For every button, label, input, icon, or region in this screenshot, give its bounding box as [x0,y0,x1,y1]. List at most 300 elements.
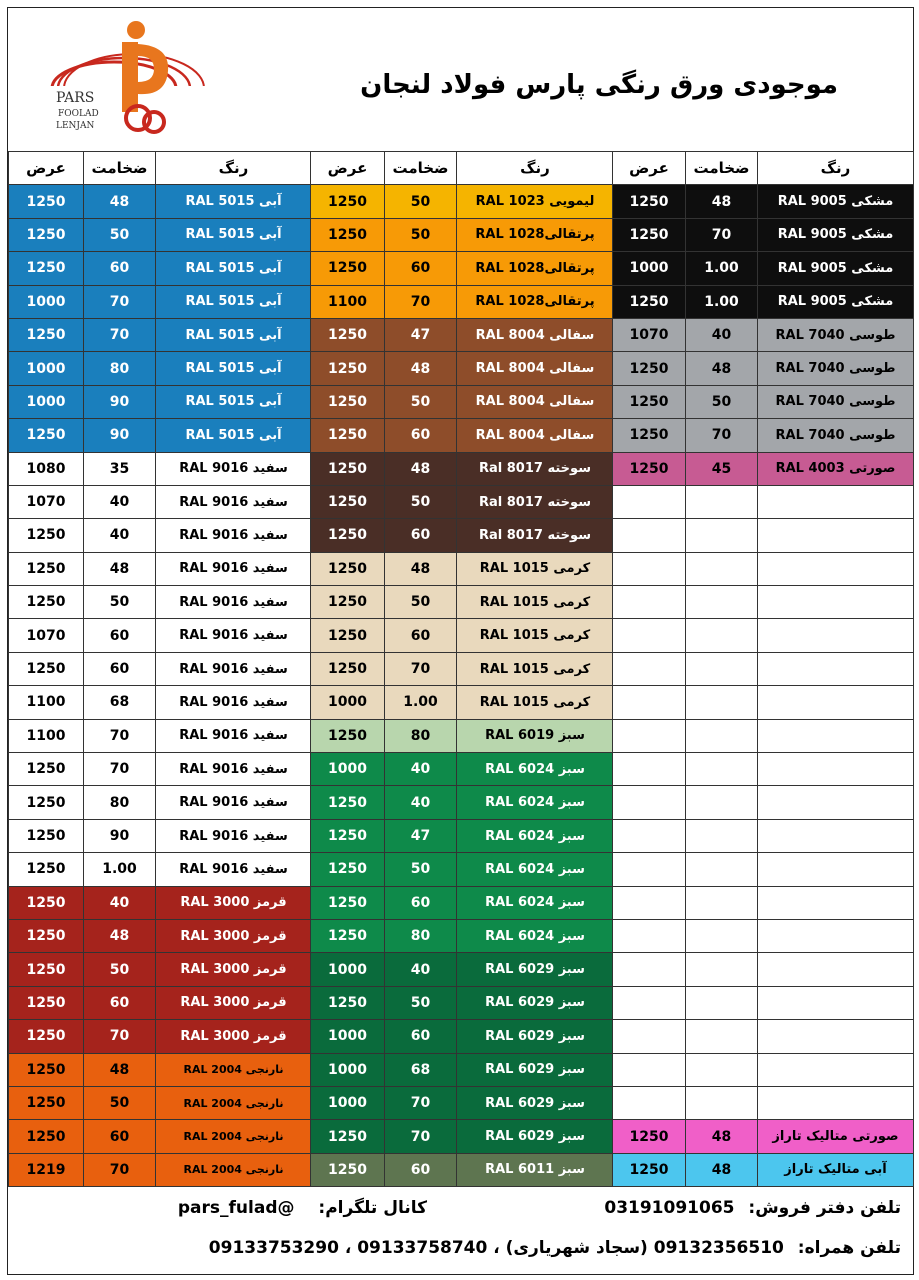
cell-color-name [758,519,914,552]
table-row [9,1053,312,1086]
table-row [613,552,914,585]
cell-color-name: آبی RAL 5015 [156,318,312,351]
table-row [311,352,614,385]
cell-width [613,886,686,919]
table-row [311,1020,614,1053]
cell-color-name: سفالی RAL 8004 [457,352,614,385]
cell-width: 1250 [9,786,84,819]
cell-color-name: مشکی RAL 9005 [758,218,914,251]
cell-thickness [686,586,758,619]
logo-text-pars: PARS [56,90,95,106]
cell-thickness: 40 [84,519,156,552]
cell-width: 1250 [311,185,385,218]
header-thickness: ضخامت [84,152,156,185]
cell-color-name [758,753,914,786]
cell-color-name [758,1020,914,1053]
cell-thickness [686,986,758,1019]
table-row [613,485,914,518]
stock-table-3 [612,151,914,1187]
cell-thickness: 60 [385,252,457,285]
table-row [613,252,914,285]
cell-width: 1250 [9,218,84,251]
cell-color-name: سبز RAL 6024 [457,786,614,819]
cell-width: 1250 [9,185,84,218]
cell-thickness: 60 [385,619,457,652]
table-row [9,385,312,418]
cell-width: 1000 [311,1020,385,1053]
cell-color-name: سبز RAL 6019 [457,719,614,752]
cell-color-name: مشکی RAL 9005 [758,285,914,318]
cell-thickness [686,519,758,552]
table-row [613,819,914,852]
table-row [311,318,614,351]
header-width: عرض [613,152,686,185]
cell-thickness: 48 [84,919,156,952]
table-row [613,686,914,719]
table-row [613,1020,914,1053]
telegram-handle[interactable]: @pars_fulad [177,1198,295,1218]
table-row [9,953,312,986]
cell-width [613,686,686,719]
cell-width: 1250 [311,986,385,1019]
cell-color-name [758,652,914,685]
cell-thickness: 48 [385,452,457,485]
stock-table-1 [8,151,312,1187]
office-phone[interactable]: 03191091065 [604,1198,735,1218]
cell-width [613,719,686,752]
cell-color-name [758,853,914,886]
cell-width: 1219 [9,1153,84,1186]
table-row [9,586,312,619]
cell-width: 1080 [9,452,84,485]
cell-color-name: نارنجی RAL 2004 [156,1120,312,1153]
cell-color-name: صورتی متالیک تاراز [758,1120,914,1153]
table-row [613,586,914,619]
table-row [311,252,614,285]
table-row [311,953,614,986]
office-phone-line [604,1198,901,1218]
cell-width: 1250 [613,1120,686,1153]
cell-width: 1250 [9,853,84,886]
cell-color-name: سفید RAL 9016 [156,552,312,585]
cell-width [613,753,686,786]
cell-color-name [758,953,914,986]
cell-width: 1250 [613,185,686,218]
cell-color-name: سبز RAL 6024 [457,853,614,886]
cell-color-name: سفید RAL 9016 [156,686,312,719]
cell-width: 1250 [9,1053,84,1086]
cell-color-name: سفالی RAL 8004 [457,318,614,351]
cell-color-name: پرتقالیRAL 1028 [457,252,614,285]
table-row [613,385,914,418]
table-row [9,1020,312,1053]
table-row [9,218,312,251]
cell-width: 1000 [613,252,686,285]
cell-width [613,552,686,585]
cell-width: 1000 [311,1053,385,1086]
cell-thickness: 40 [686,318,758,351]
cell-thickness: 68 [84,686,156,719]
table-row [311,419,614,452]
cell-color-name: آبی RAL 5015 [156,385,312,418]
cell-color-name: قرمز RAL 3000 [156,986,312,1019]
cell-thickness: 50 [686,385,758,418]
cell-width: 1250 [9,953,84,986]
cell-thickness: 60 [385,419,457,452]
table-row [9,1153,312,1186]
contact-footer [8,1186,913,1274]
cell-width: 1250 [9,1020,84,1053]
cell-thickness: 35 [84,452,156,485]
cell-width [613,586,686,619]
cell-width: 1000 [9,385,84,418]
cell-width: 1250 [9,986,84,1019]
cell-width: 1250 [311,552,385,585]
table-row [9,519,312,552]
cell-width: 1250 [311,819,385,852]
cell-color-name: سفید RAL 9016 [156,753,312,786]
header-color: رنگ [758,152,914,185]
table-row [311,853,614,886]
cell-width: 1250 [311,619,385,652]
cell-color-name: قرمز RAL 3000 [156,919,312,952]
table-row [311,719,614,752]
cell-color-name: مشکی RAL 9005 [758,252,914,285]
pars-foolad-logo [46,16,216,144]
cell-width: 1250 [9,919,84,952]
cell-thickness: 60 [84,619,156,652]
table-row [311,552,614,585]
cell-color-name [758,686,914,719]
table-row [613,352,914,385]
table-row [613,652,914,685]
cell-color-name [758,619,914,652]
cell-width: 1070 [9,485,84,518]
table-row [9,419,312,452]
cell-width [613,819,686,852]
cell-thickness: 1.00 [84,853,156,886]
cell-thickness: 40 [385,753,457,786]
cell-width: 1250 [311,318,385,351]
cell-width: 1000 [311,953,385,986]
cell-thickness [686,1053,758,1086]
cell-color-name [758,919,914,952]
cell-thickness: 70 [84,1153,156,1186]
cell-thickness: 70 [84,753,156,786]
table-row [9,552,312,585]
cell-width [613,1086,686,1119]
table-row [311,519,614,552]
cell-width: 1250 [613,285,686,318]
table-row [9,252,312,285]
cell-thickness: 50 [84,586,156,619]
cell-color-name: سبز RAL 6029 [457,1120,614,1153]
cell-color-name: کرمی RAL 1015 [457,552,614,585]
cell-width: 1250 [613,452,686,485]
table-row [613,719,914,752]
cell-width: 1250 [613,218,686,251]
cell-color-name: سفید RAL 9016 [156,853,312,886]
cell-width: 1250 [311,218,385,251]
table-row [9,1120,312,1153]
cell-width: 1250 [311,452,385,485]
table-row [311,1053,614,1086]
cell-thickness: 40 [84,485,156,518]
cell-color-name: نارنجی RAL 2004 [156,1086,312,1119]
cell-thickness: 70 [84,1020,156,1053]
cell-thickness: 90 [84,419,156,452]
mobile-numbers[interactable]: 09132356510 (سجاد شهریاری) ، 09133758740 ، 09133753290 [208,1238,784,1258]
cell-thickness: 60 [385,519,457,552]
cell-color-name: سبز RAL 6024 [457,753,614,786]
cell-width: 1250 [9,318,84,351]
cell-color-name: سفالی RAL 8004 [457,385,614,418]
cell-width [613,519,686,552]
cell-thickness [686,1086,758,1119]
cell-width: 1250 [9,586,84,619]
cell-width: 1250 [311,719,385,752]
cell-color-name: سفید RAL 9016 [156,452,312,485]
cell-thickness: 90 [84,385,156,418]
table-row [9,452,312,485]
cell-width: 1250 [9,819,84,852]
cell-color-name [758,485,914,518]
logo-text-foolad: FOOLAD [58,109,99,119]
office-phone-label: تلفن دفتر فروش: [748,1198,901,1218]
telegram-label: کانال تلگرام: [318,1198,427,1218]
price-list-sheet [7,7,914,1275]
table-row [9,886,312,919]
cell-thickness: 90 [84,819,156,852]
cell-width: 1250 [311,519,385,552]
cell-thickness: 70 [84,285,156,318]
table-row [613,185,914,218]
table-row [9,318,312,351]
cell-thickness [686,1020,758,1053]
cell-thickness: 60 [385,1020,457,1053]
table-row [9,285,312,318]
cell-width: 1250 [9,419,84,452]
cell-color-name: سفید RAL 9016 [156,652,312,685]
table-row [311,986,614,1019]
cell-thickness: 80 [385,919,457,952]
table-row [9,485,312,518]
cell-thickness: 60 [84,986,156,1019]
table-row [9,819,312,852]
table-row [9,786,312,819]
cell-color-name: آبی RAL 5015 [156,285,312,318]
cell-color-name: آبی RAL 5015 [156,419,312,452]
cell-thickness: 48 [84,185,156,218]
cell-color-name: طوسی RAL 7040 [758,385,914,418]
cell-color-name: سبز RAL 6024 [457,919,614,952]
header-thickness: ضخامت [686,152,758,185]
table-row [613,1120,914,1153]
cell-thickness: 70 [385,1120,457,1153]
table-row [9,986,312,1019]
cell-thickness: 80 [84,352,156,385]
cell-thickness: 50 [84,953,156,986]
cell-thickness: 50 [385,218,457,251]
cell-thickness [686,552,758,585]
cell-thickness: 50 [385,986,457,1019]
table-row [9,719,312,752]
cell-color-name [758,986,914,1019]
cell-color-name [758,552,914,585]
table-row [9,652,312,685]
cell-width: 1250 [311,786,385,819]
table-row [613,1053,914,1086]
cell-thickness [686,853,758,886]
cell-thickness: 60 [385,1153,457,1186]
table-row [9,1086,312,1119]
table-row [311,185,614,218]
cell-thickness: 80 [385,719,457,752]
cell-width: 1000 [311,753,385,786]
cell-thickness: 48 [686,185,758,218]
cell-thickness: 60 [84,652,156,685]
table-row [613,986,914,1019]
cell-thickness: 1.00 [385,686,457,719]
table-row [613,853,914,886]
cell-width: 1070 [9,619,84,652]
table-row [311,452,614,485]
table-row [613,218,914,251]
cell-color-name: مشکی RAL 9005 [758,185,914,218]
cell-width [613,652,686,685]
table-header-row [9,152,312,185]
cell-thickness [686,485,758,518]
cell-color-name: سفالی RAL 8004 [457,419,614,452]
cell-width: 1100 [9,686,84,719]
cell-thickness [686,719,758,752]
table-row [613,953,914,986]
cell-color-name: آبی RAL 5015 [156,218,312,251]
cell-width: 1000 [9,285,84,318]
cell-width: 1250 [9,652,84,685]
table-row [9,686,312,719]
cell-thickness [686,686,758,719]
cell-color-name: سبز RAL 6029 [457,1086,614,1119]
cell-width: 1250 [613,419,686,452]
table-row [613,619,914,652]
cell-thickness: 70 [686,419,758,452]
cell-thickness: 48 [84,1053,156,1086]
cell-color-name: سبز RAL 6029 [457,986,614,1019]
cell-width [613,953,686,986]
cell-color-name: سبز RAL 6029 [457,953,614,986]
table-row [311,919,614,952]
cell-width [613,1020,686,1053]
table-row [613,753,914,786]
table-row [9,853,312,886]
cell-thickness: 48 [686,1120,758,1153]
logo-text-lenjan: LENJAN [56,121,95,131]
cell-color-name: سفید RAL 9016 [156,819,312,852]
cell-width: 1250 [9,1086,84,1119]
cell-thickness: 1.00 [686,285,758,318]
telegram-line [178,1198,427,1218]
cell-color-name: قرمز RAL 3000 [156,886,312,919]
table-row [613,318,914,351]
cell-color-name: نارنجی RAL 2004 [156,1153,312,1186]
cell-thickness [686,753,758,786]
cell-color-name: آبی RAL 5015 [156,352,312,385]
table-row [613,1086,914,1119]
cell-color-name [758,819,914,852]
cell-color-name [758,586,914,619]
table-row [311,819,614,852]
cell-thickness: 48 [686,1153,758,1186]
table-row [9,185,312,218]
table-row [311,586,614,619]
header [8,8,913,151]
table-row [613,786,914,819]
cell-width [613,619,686,652]
cell-width: 1250 [9,252,84,285]
cell-color-name: قرمز RAL 3000 [156,1020,312,1053]
cell-color-name: نارنجی RAL 2004 [156,1053,312,1086]
header-thickness: ضخامت [385,152,457,185]
cell-width [613,919,686,952]
table-row [311,218,614,251]
cell-width: 1250 [311,886,385,919]
cell-width: 1250 [9,1120,84,1153]
cell-width: 1000 [311,686,385,719]
table-row [311,886,614,919]
cell-color-name: طوسی RAL 7040 [758,318,914,351]
cell-thickness: 40 [84,886,156,919]
table-row [613,919,914,952]
cell-width: 1000 [311,1086,385,1119]
cell-thickness: 50 [385,485,457,518]
cell-width [613,1053,686,1086]
cell-color-name: آبی RAL 5015 [156,252,312,285]
cell-thickness: 80 [84,786,156,819]
table-row [311,1086,614,1119]
table-row [311,652,614,685]
cell-thickness: 70 [84,719,156,752]
cell-color-name: آبی RAL 5015 [156,185,312,218]
cell-thickness: 50 [385,385,457,418]
cell-thickness: 68 [385,1053,457,1086]
cell-thickness [686,819,758,852]
cell-color-name: صورتی RAL 4003 [758,452,914,485]
cell-thickness: 48 [84,552,156,585]
table-row [613,285,914,318]
cell-color-name: کرمی RAL 1015 [457,652,614,685]
cell-thickness: 50 [385,586,457,619]
cell-thickness [686,919,758,952]
cell-width: 1250 [311,385,385,418]
cell-color-name: سفید RAL 9016 [156,586,312,619]
cell-width: 1000 [9,352,84,385]
cell-thickness: 50 [84,218,156,251]
page-title: موجودی ورق رنگی پارس فولاد لنجان [360,70,838,100]
table-row [9,919,312,952]
cell-color-name: آبی متالیک تاراز [758,1153,914,1186]
cell-width: 1250 [613,352,686,385]
cell-color-name [758,1086,914,1119]
cell-thickness [686,953,758,986]
cell-width: 1250 [9,886,84,919]
cell-width [613,786,686,819]
cell-color-name: سوخته Ral 8017 [457,519,614,552]
cell-width: 1250 [311,1120,385,1153]
cell-color-name: سوخته Ral 8017 [457,485,614,518]
cell-color-name: قرمز RAL 3000 [156,953,312,986]
mobile-line [209,1238,901,1258]
